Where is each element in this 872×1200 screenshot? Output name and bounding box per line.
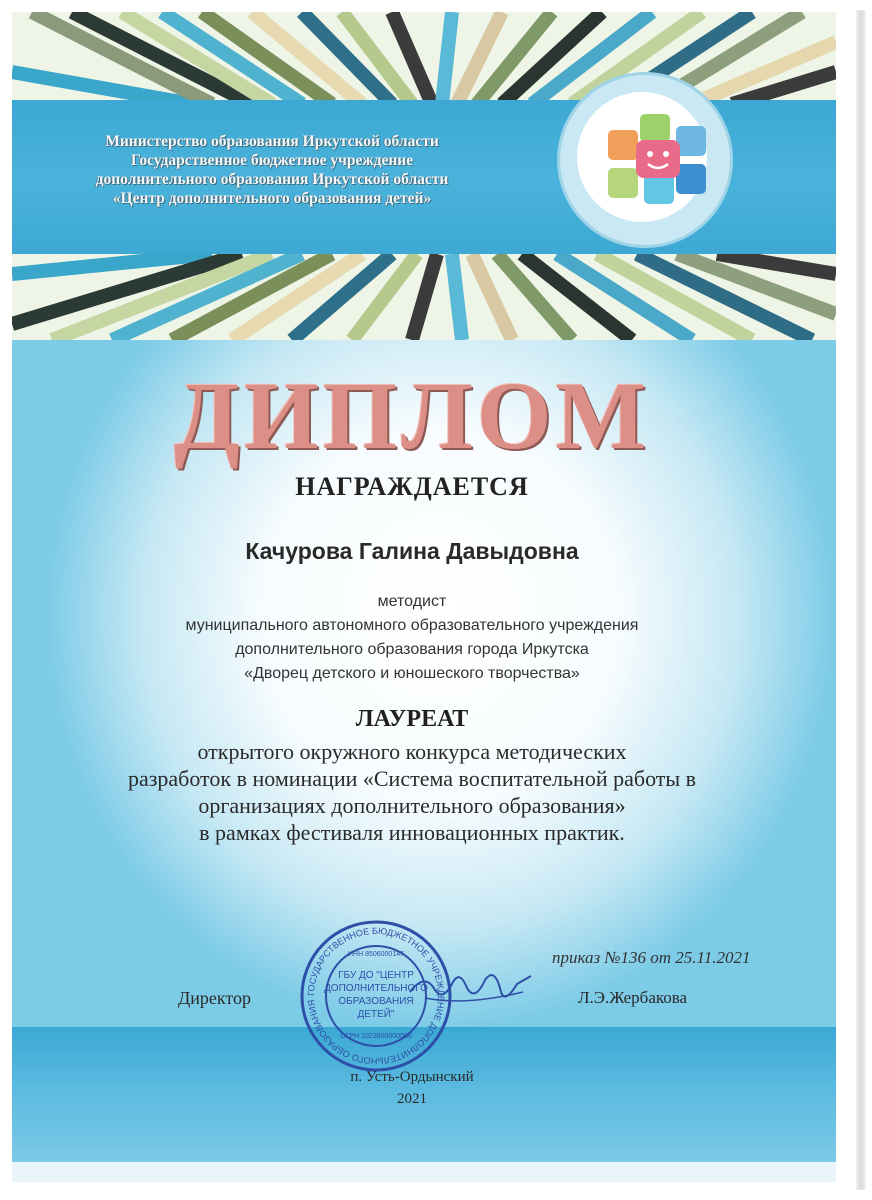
org-line: «Дворец детского и юношеского творчества»	[244, 665, 580, 682]
ribbons-top	[12, 12, 836, 104]
description-line: разработок в номинации «Система воспитательной работы в	[127, 766, 697, 791]
stamp-ogrn: ОГРН 1023800000006	[340, 1033, 412, 1040]
bottom-edge	[12, 1162, 836, 1182]
director-name: Л.Э.Жербакова	[578, 988, 688, 1007]
recipient-organization	[0, 590, 824, 686]
award-status: ЛАУРЕАТ	[355, 706, 469, 732]
issue-year: 2021	[397, 1091, 427, 1107]
stamp-line: ДОПОЛНИТЕЛЬНОГО	[324, 983, 428, 994]
org-line: муниципального автономного образовательного учреждения	[185, 617, 639, 634]
issue-place-year	[0, 1066, 824, 1110]
ribbons-bottom	[12, 254, 836, 340]
order-reference: приказ №136 от 25.11.2021	[552, 948, 751, 967]
awarded-heading: НАГРАЖДАЕТСЯ	[295, 472, 529, 501]
description-line: открытого окружного конкурса методических	[197, 739, 627, 764]
stamp-line: ДЕТЕЙ"	[357, 1009, 395, 1020]
stamp-inn: ИНН 8506000147	[347, 951, 405, 958]
director-signature	[405, 962, 535, 1012]
director-label: Директор	[178, 988, 252, 1008]
document-title: ДИПЛОМ	[173, 362, 651, 469]
award-description	[0, 738, 824, 846]
header-line: Министерство образования Иркутской области	[105, 133, 439, 150]
scan-edge	[856, 10, 866, 1190]
recipient-position: методист	[377, 593, 447, 610]
description-line: организациях дополнительного образования»	[198, 793, 626, 818]
stamp-ring-text: ГОСУДАРСТВЕННОЕ БЮДЖЕТНОЕ УЧРЕЖДЕНИЕ ДОПОЛНИТЕЛЬНОГО ОБРАЗОВАНИЯ	[305, 925, 447, 1067]
issuer-header	[52, 132, 492, 208]
header-line: Государственное бюджетное учреждение	[130, 152, 414, 169]
stamp-line: ГБУ ДО "ЦЕНТР	[338, 970, 414, 981]
issue-place: п. Усть-Ордынский	[350, 1069, 474, 1085]
stamp-line: ОБРАЗОВАНИЯ	[338, 996, 414, 1007]
description-line: в рамках фестиваля инновационных практик.	[199, 820, 625, 845]
children-education-center-logo-icon	[602, 112, 722, 222]
org-line: дополнительного образования города Иркутска	[235, 641, 589, 658]
header-line: дополнительного образования Иркутской области	[95, 171, 449, 188]
header-line: «Центр дополнительного образования детей»	[112, 190, 432, 207]
recipient-name: Качурова Галина Давыдовна	[245, 538, 579, 564]
